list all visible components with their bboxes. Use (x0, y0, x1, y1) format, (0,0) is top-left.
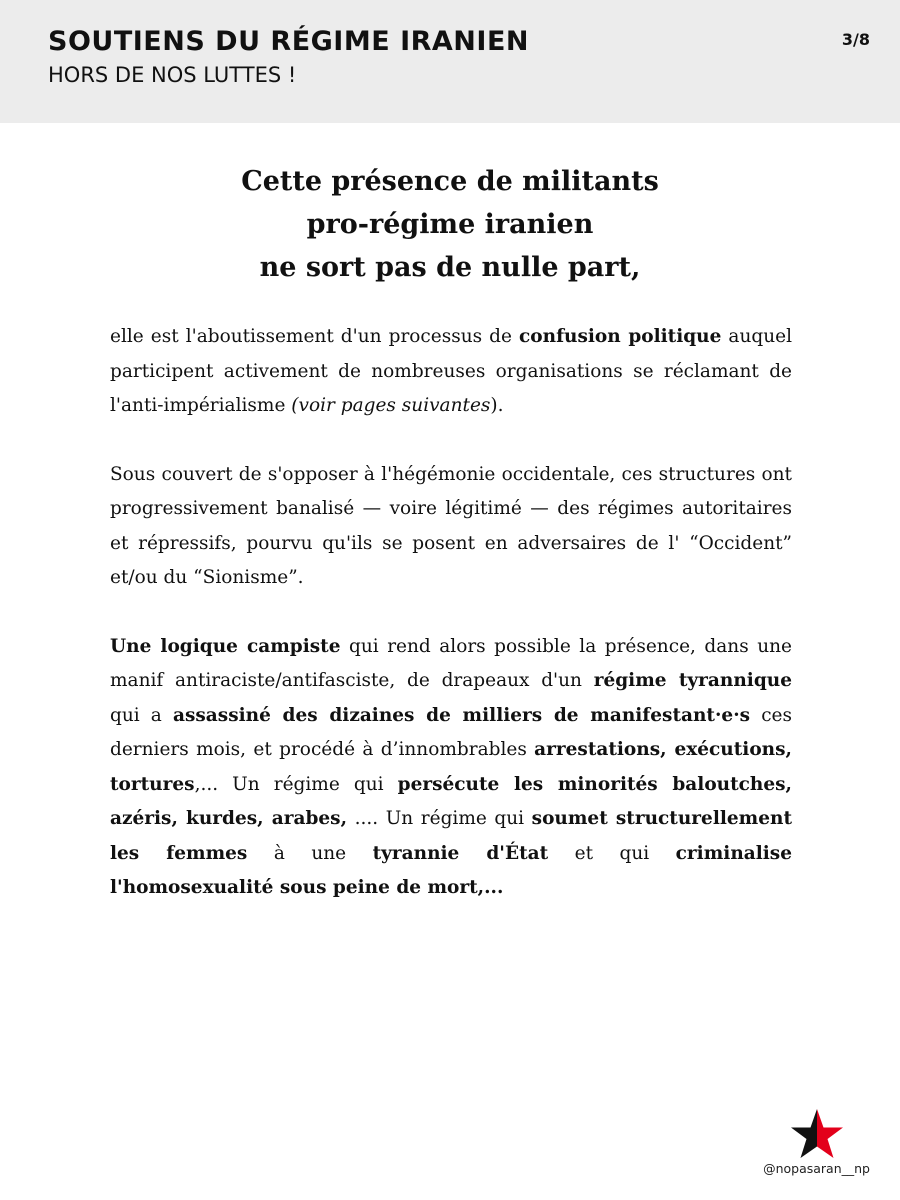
p3-bold-7: tyrannie d'État (372, 842, 549, 864)
headline (0, 160, 900, 289)
p3-bold-6: soumet structurellement les femmes (110, 808, 792, 864)
p3-bold-1: Une logique campiste (110, 635, 341, 657)
p1-text-3: ). (490, 395, 504, 416)
p3-text-5: .... Un régime qui (347, 808, 532, 829)
paragraph-1 (110, 320, 792, 424)
body-text (110, 320, 792, 906)
p1-text-1: elle est l'aboutissement d'un processus de (110, 326, 520, 347)
p3-bold-4: arrestations, exécutions, tortures (110, 739, 792, 795)
p3-bold-8: criminalise l'homosexualité sous peine de mort,... (110, 842, 792, 898)
p3-text-2: qui a (110, 704, 173, 726)
paragraph-2 (110, 458, 792, 596)
headline-line-2: pro-régime iranien (306, 209, 594, 240)
header-title: SOUTIENS DU RÉGIME IRANIEN (48, 26, 529, 57)
page-indicator: 3/8 (841, 30, 870, 49)
p3-text-6: à une (247, 842, 373, 864)
headline-line-3: ne sort pas de nulle part, (259, 252, 641, 283)
p1-text-2: auquel participent activement de nombreuses organisations se réclamant de l'anti-impérialisme (110, 326, 793, 416)
p2-text-1: Sous couvert de s'opposer à l'hégémonie occidentale, ces structures ont progressivement banalisé — voire légitimé — des régimes autoritaires et répressifs, pourvu qu'ils se posent en adversaires de l' “Occident” et/ou du “Sionisme”. (110, 463, 792, 588)
p1-bold-1: confusion politique (519, 326, 722, 347)
p3-text-3: ces derniers mois, et procédé à d’innombrables (110, 704, 792, 760)
star-right-half (817, 1109, 843, 1158)
p1-italic-1: (voir pages suivantes (291, 395, 491, 416)
headline-line-1: Cette présence de militants (241, 166, 659, 197)
header-banner (0, 0, 900, 123)
paragraph-3 (110, 630, 792, 906)
p3-text-4: ,... Un régime qui (194, 773, 398, 795)
p3-bold-3: assassiné des dizaines de milliers de manifestant·e·s (172, 704, 751, 726)
social-handle: @nopasaran__np (763, 1161, 870, 1176)
p3-text-1: qui rend alors possible la présence, dans une manif antiraciste/antifasciste, de drapeaux d'un (110, 635, 792, 691)
header-subtitle: HORS DE NOS LUTTES ! (48, 63, 297, 87)
p3-bold-5: persécute les minorités baloutches, azéris, kurdes, arabes, (110, 773, 792, 829)
star-left-half (791, 1109, 817, 1158)
red-black-star-icon (790, 1108, 844, 1160)
p3-text-7: et qui (548, 842, 676, 864)
p3-bold-2: régime tyrannique (593, 670, 792, 691)
